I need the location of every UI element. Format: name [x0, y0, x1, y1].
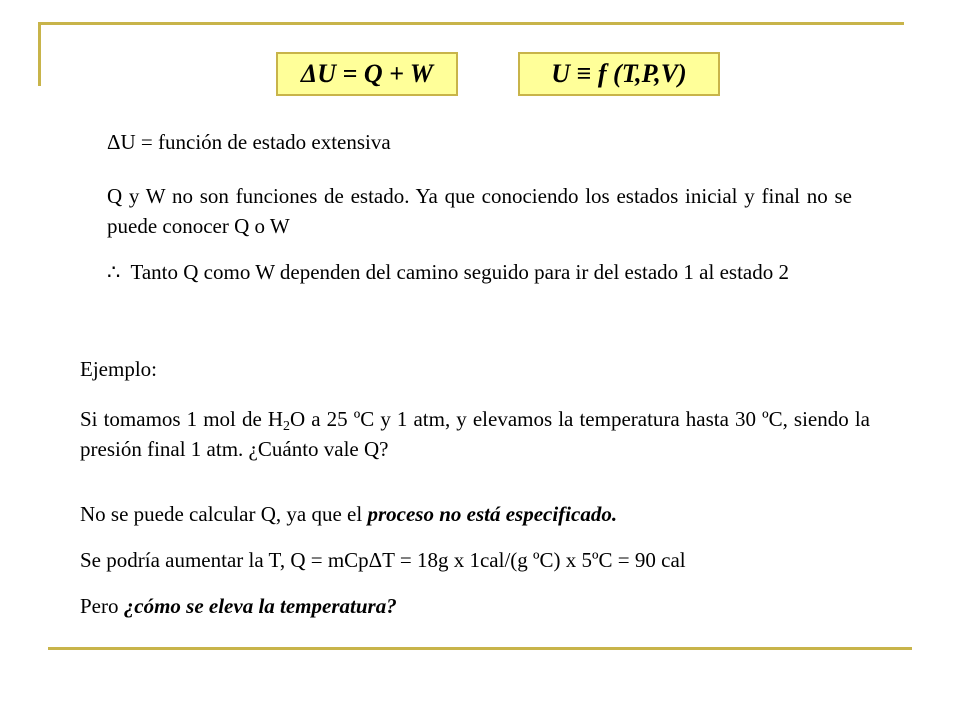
state-function-formula-box [518, 52, 720, 96]
state-function-formula: U ≡ f (T,P,V) [551, 59, 687, 88]
example-heading: Ejemplo: [80, 357, 157, 381]
energy-formula: ΔU = Q + W [300, 59, 434, 88]
example-text-after: O a 25 ºC y 1 atm, y elevamos la temperatura hasta 30 ºC, siendo la presión final 1 atm. ¿Cuánto vale Q? [80, 407, 870, 461]
left-rule [38, 22, 41, 86]
path-dependence-text: Tanto Q como W dependen del camino seguido para ir del estado 1 al estado 2 [130, 260, 789, 284]
bottom-rule [48, 647, 912, 650]
process-not-specified-emphasis: proceso no está especificado. [367, 502, 618, 526]
therefore-symbol: ∴ [107, 260, 121, 284]
energy-formula-box [276, 52, 458, 96]
path-dependence-statement [107, 257, 852, 287]
not-state-function-statement: Q y W no son funciones de estado. Ya que conociendo los estados inicial y final no se puede conocer Q o W [107, 184, 852, 238]
water-subscript: 2 [283, 419, 291, 434]
example-text-before: Si tomamos 1 mol de H [80, 407, 284, 431]
example-text [80, 404, 870, 464]
extensive-statement: ΔU = función de estado extensiva [107, 130, 391, 154]
answer-line-1-text: No se puede calcular Q, ya que el [80, 502, 368, 526]
heat-calculation: Se podría aumentar la T, Q = mCpΔT = 18g x 1cal/(g ºC) x 5ºC = 90 cal [80, 548, 686, 572]
answer-line-1 [80, 499, 900, 529]
answer-line-3 [80, 591, 900, 621]
answer-line-3-text: Pero [80, 594, 124, 618]
top-rule [40, 22, 904, 25]
temperature-question-emphasis: ¿cómo se eleva la temperatura? [123, 594, 397, 618]
